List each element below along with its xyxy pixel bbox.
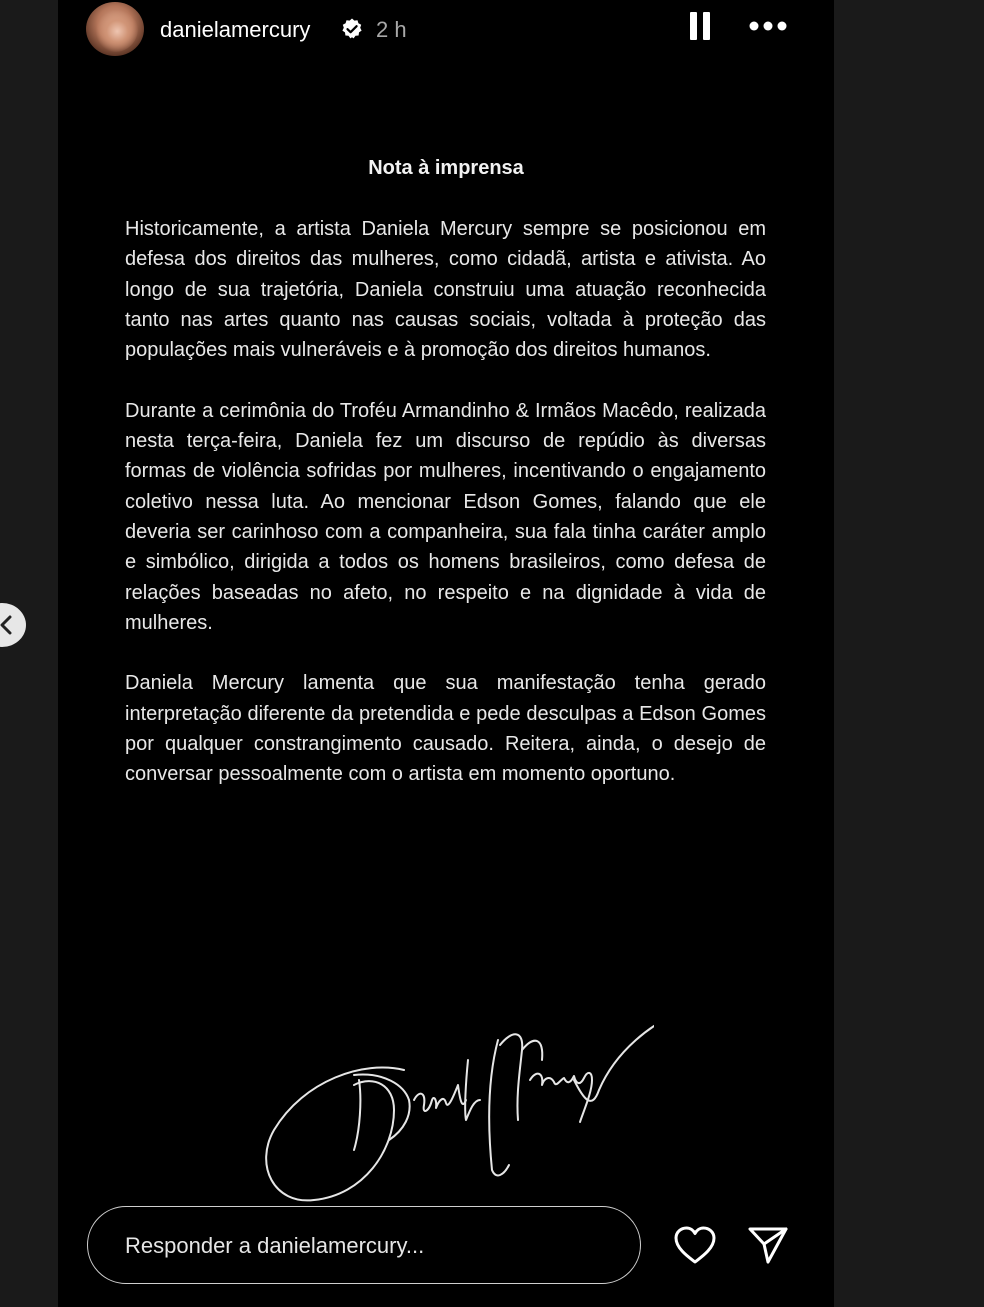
story-viewer: [58, 0, 834, 1307]
verified-badge-icon: [340, 17, 364, 41]
signature-image: [254, 1000, 654, 1210]
more-options-icon: [748, 16, 790, 36]
more-options-button[interactable]: [748, 16, 790, 36]
username[interactable]: danielamercury: [160, 17, 311, 42]
avatar[interactable]: [86, 2, 144, 56]
share-button[interactable]: [746, 1224, 790, 1266]
note-body: [125, 214, 766, 820]
reply-placeholder: Responder a danielamercury...: [125, 1233, 425, 1258]
note-title: Nota à imprensa: [368, 157, 524, 179]
previous-story-button[interactable]: [0, 603, 26, 647]
note-paragraph: Daniela Mercury lamenta que sua manifestação tenha gerado interpretação diferente da pretendida e pede desculpas a Edson Gomes por qualquer constrangimento causado. Reitera, ainda, o desejo de conversar pessoalmente com o artista em momento oportuno.: [125, 672, 766, 786]
reply-input[interactable]: [87, 1206, 641, 1284]
chevron-left-icon: [0, 603, 26, 647]
like-button[interactable]: [672, 1224, 718, 1266]
story-header: [58, 0, 834, 62]
pause-button[interactable]: [690, 12, 714, 40]
post-time: 2 h: [376, 17, 407, 42]
note-paragraph: Historicamente, a artista Daniela Mercury sempre se posicionou em defesa dos direitos das mulheres, como cidadã, artista e ativista. Ao longo de sua trajetória, Daniela construiu uma atuação reconhecida tanto nas artes quanto nas causas sociais, voltada à proteção das populações mais vulneráveis e à promoção dos direitos humanos.: [125, 218, 766, 362]
note-paragraph: Durante a cerimônia do Troféu Armandinho & Irmãos Macêdo, realizada nesta terça-feira, Daniela fez um discurso de repúdio às diversas formas de violência sofridas por mulheres, incentivando o engajamento coletivo nessa luta. Ao mencionar Edson Gomes, falando que ele deveria ser carinhoso com a companheira, sua fala tinha caráter amplo e simbólico, dirigida a todos os homens brasileiros, como defesa de relações baseadas no afeto, no respeito e na dignidade à vida de mulheres.: [125, 399, 766, 634]
heart-icon: [672, 1224, 718, 1266]
pause-icon: [690, 12, 697, 40]
send-icon: [746, 1224, 790, 1266]
